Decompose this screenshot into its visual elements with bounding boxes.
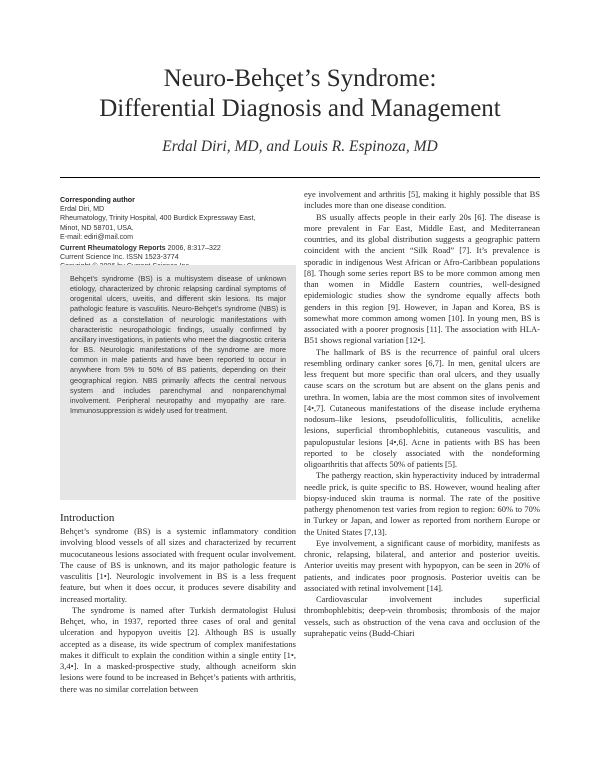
paragraph: eye involvement and arthritis [5], making it highly possible that BS includes more than one disease condition.	[304, 189, 540, 211]
journal-citation	[60, 244, 296, 253]
email-line: E-mail: ediri@mail.com	[60, 232, 134, 241]
paragraph: Cardiovascular involvement includes superficial thrombophlebitis; deep-vein thrombosis; thrombosis of the major vessels, such as obstruction of the vena cava and occlusion of the suprahepatic veins (Budd-Chiari	[304, 594, 540, 638]
address-line: Rheumatology, Trinity Hospital, 400 Burdick Expressway East,	[60, 214, 256, 223]
address-line: Erdal Diri, MD	[60, 205, 105, 214]
introduction-heading: Introduction	[60, 512, 115, 524]
journal-volume: 2006, 8:317–322	[165, 244, 221, 253]
front-matter	[60, 196, 296, 272]
article-title-line-2: Differential Diagnosis and Management	[99, 95, 501, 122]
paragraph: Behçet’s syndrome (BS) is a systemic inflammatory condition involving blood vessels of all sizes and characterized by recurrent mucocutaneous lesions associated with frequent ocular involvement. The cause of BS is unknown, and its major pathologic feature is vasculitis [1•]. Neurologic involvement in BS is a less frequent feature, but when it does occur, it produces severe disability and increased mortality.	[60, 526, 296, 604]
header-divider	[60, 177, 540, 178]
paragraph: BS usually affects people in their early 20s [6]. The disease is more prevalent in Far East, Middle East, and Mediterranean countries, and its global distribution suggests a geographic pattern coincident with the ancient “Silk Road” [7]. It’s prevalence is sporadic in indigenous West African or Afro-Caribbean populations [8]. Though some series report BS to be more common among men than women in Middle Eastern countries, well-designed epidemiologic studies show the syndrome equally affects both genders in this region [9]. However, in Japan and Korea, BS is somewhat more common among women [10]. In young men, BS is associated with a poorer prognosis [11]. The association with HLA-B51 shows regional variation [12•].	[304, 211, 540, 346]
paragraph: Eye involvement, a significant cause of morbidity, manifests as chronic, relapsing, bilateral, and anterior and posterior uveitis. Anterior uveitis may present with hypopyon, can be seen in 20% of patients, and indicates poor prognosis. Posterior uveitis can be associated with retinal involvement [14].	[304, 537, 540, 593]
paragraph: The hallmark of BS is the recurrence of painful oral ulcers resembling ordinary canker sores [6,7]. In men, genital ulcers are less frequent but more specific than oral ulcers, and they usually cause scars on the scrotum but are absent on the glans penis and urethra. In women, labia are the most common sites of involvement [4•,7]. Cutaneous manifestations of the disease include erythema nodosum–like lesions, pseudofolliculitis, folliculitis, acnelike lesions, superficial thrombophlebitis, cutaneous vasculitis, and papulopustular lesions [4•,6]. Acne in patients with BS has been reported to be closely associated with the nondeforming oligoarthritis that affects 50% of patients [5].	[304, 346, 540, 469]
corresponding-author-label: Corresponding author	[60, 196, 135, 204]
right-column-body	[304, 189, 540, 639]
journal-name: Current Rheumatology Reports	[60, 244, 166, 253]
left-column-body	[60, 526, 296, 695]
author-list: Erdal Diri, MD, and Louis R. Espinoza, MD	[162, 138, 438, 155]
article-title-line-1: Neuro-Behçet’s Syndrome:	[163, 65, 437, 92]
issn-line: Current Science Inc. ISSN 1523-3774	[60, 253, 179, 262]
paragraph: The syndrome is named after Turkish dermatologist Hulusi Behçet, who, in 1937, reported three cases of oral and genital ulceration and hypopyon uveitis [2]. Although BS is usually accepted as a disease, its wide spectrum of complex manifestations makes it difficult to explain the condition within a single entity [1•, 3,4•]. In a masked-prospective study, although acneiform skin lesions were found to be increased in Behçet’s patients with arthritis, there was no similar correlation between	[60, 604, 296, 694]
paragraph: The pathergy reaction, skin hyperactivity induced by intradermal needle prick, is quite specific to BS. However, wound healing after biopsy-induced skin trauma is normal. The rate of the positive pathergy phenomenon test varies from region to region: 60% to 70% in Turkey or Japan, and lower as reported from northern Europe or the United States [7,13].	[304, 470, 540, 537]
abstract-box: Behçet’s syndrome (BS) is a multisystem disease of unknown etiology, characterized by chronic relapsing cardinal symptoms of orogenital ulcers, uveitis, and different skin lesions. Its major pathologic feature is vasculitis. Neuro-Behçet’s syndrome (NBS) is defined as a constellation of neurologic manifestations with characteristic neuropathologic findings, usually confirmed by ancillary investigations, in patients who meet the diagnostic criteria for BS. Neurologic manifestations of the syndrome are more common in male patients and have been reported to occur in anywhere from 5% to 50% of BS patients, depending on their geographical region. NBS primarily affects the central nervous system and includes parenchymal and nonparenchymal involvement. Peripheral neuropathy and myopathy are rare. Immunosuppression is widely used for treatment.	[60, 265, 296, 500]
address-line: Minot, ND 58701, USA.	[60, 223, 134, 232]
